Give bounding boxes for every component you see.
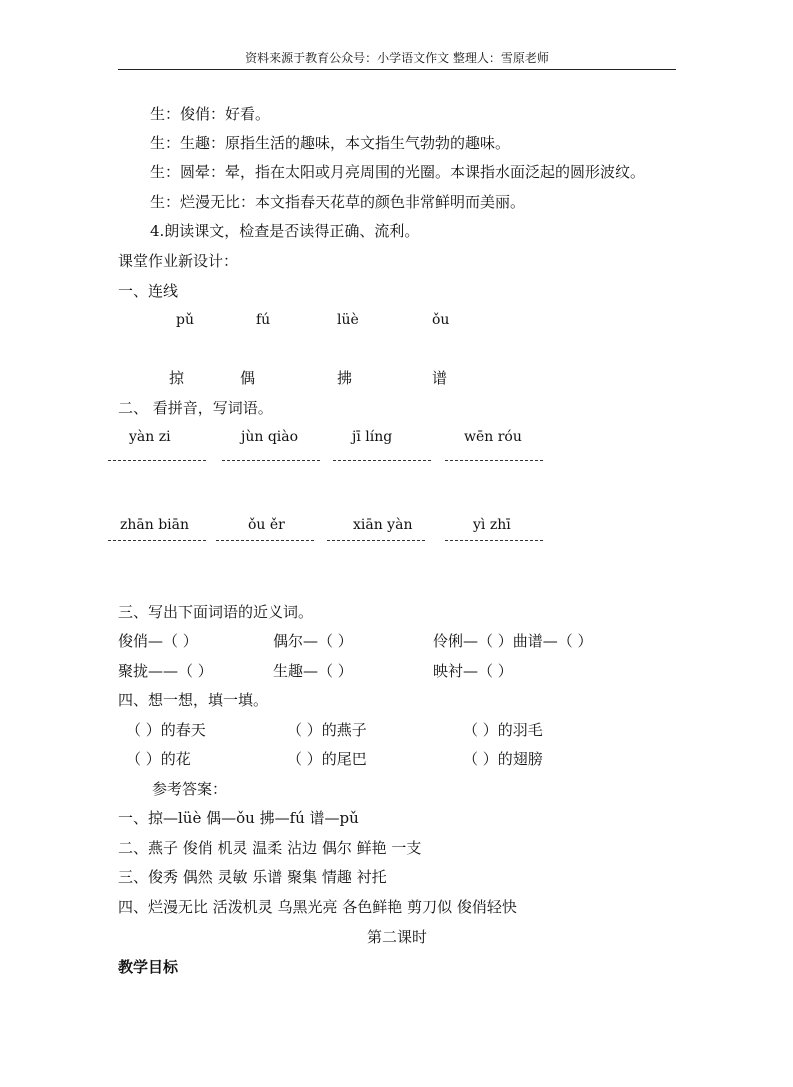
- answer-line: 三、俊秀 偶然 灵敏 乐谱 聚集 情趣 衬托: [118, 868, 387, 886]
- q3-item: 俊俏—（ ）: [118, 632, 198, 650]
- q2-pinyin: jī líng: [352, 429, 393, 445]
- header-rule: [118, 69, 676, 70]
- vocab-line: 生：圆晕：晕，指在太阳或月亮周围的光圈。本课指水面泛起的圆形波纹。: [150, 163, 646, 181]
- q1-pinyin: pǔ: [176, 312, 194, 328]
- q3-item: 聚拢——（ ）: [118, 662, 213, 680]
- vocab-line: 生：俊俏：好看。: [150, 105, 271, 123]
- q3-item: 映衬—（ ）: [433, 662, 513, 680]
- q4-item: （ ）的花: [126, 750, 191, 768]
- q2-pinyin: ǒu ěr: [248, 517, 285, 533]
- q2-title: 二、 看拼音，写词语。: [118, 399, 273, 417]
- q1-char: 偶: [240, 369, 256, 387]
- answer-blank[interactable]: [445, 460, 543, 461]
- q4-item: （ ）的翅膀: [463, 750, 543, 768]
- q4-title: 四、想一想，填一填。: [118, 691, 269, 709]
- answer-blank[interactable]: [222, 460, 320, 461]
- q3-item: 生趣—（ ）: [273, 662, 353, 680]
- answer-line: 一、掠—lüè 偶—ǒu 拂—fú 谱—pǔ: [118, 809, 359, 827]
- q1-title: 一、连线: [118, 282, 179, 300]
- vocab-line: 生：生趣：原指生活的趣味，本文指生气勃勃的趣味。: [150, 134, 511, 152]
- answer-blank[interactable]: [108, 540, 206, 541]
- q2-pinyin: jùn qiào: [241, 429, 299, 445]
- answer-line: 二、燕子 俊俏 机灵 温柔 沾边 偶尔 鲜艳 一支: [118, 839, 422, 857]
- homework-title: 课堂作业新设计：: [118, 252, 239, 270]
- answer-blank[interactable]: [333, 460, 431, 461]
- page-header: 资料来源于教育公众号：小学语文作文 整理人：雪原老师: [245, 51, 549, 65]
- q1-char: 拂: [337, 369, 353, 387]
- q1-char: 掠: [169, 369, 185, 387]
- answer-blank[interactable]: [445, 540, 543, 541]
- q3-item: 偶尔—（ ）: [273, 632, 353, 650]
- q4-item: （ ）的羽毛: [463, 721, 543, 739]
- q1-pinyin: ǒu: [432, 312, 450, 328]
- vocab-line: 生：烂漫无比：本文指春天花草的颜色非常鲜明而美丽。: [150, 193, 526, 211]
- step-4: 4.朗读课文，检查是否读得正确、流利。: [150, 222, 420, 240]
- answer-blank[interactable]: [216, 540, 314, 541]
- answer-line: 四、烂漫无比 活泼机灵 乌黑光亮 各色鲜艳 剪刀似 俊俏轻快: [118, 898, 517, 916]
- q4-item: （ ）的尾巴: [287, 750, 367, 768]
- q2-pinyin: xiān yàn: [353, 517, 413, 533]
- q2-pinyin: zhān biān: [120, 517, 190, 533]
- lesson-heading: 第二课时: [367, 928, 428, 946]
- q3-title: 三、写出下面词语的近义词。: [118, 603, 314, 621]
- q4-item: （ ）的春天: [126, 721, 206, 739]
- q1-pinyin: fú: [256, 312, 271, 328]
- section-heading: 教学目标: [118, 958, 179, 976]
- answers-title: 参考答案：: [152, 780, 228, 798]
- answer-blank[interactable]: [327, 540, 425, 541]
- q1-pinyin: lüè: [337, 312, 359, 328]
- q2-pinyin: yì zhī: [473, 517, 511, 533]
- q2-pinyin: yàn zi: [129, 429, 171, 445]
- q3-item: 伶俐—（ ）曲谱—（ ）: [433, 632, 593, 650]
- q4-item: （ ）的燕子: [287, 721, 367, 739]
- answer-blank[interactable]: [108, 460, 206, 461]
- q1-char: 谱: [432, 369, 448, 387]
- q2-pinyin: wēn róu: [464, 429, 522, 445]
